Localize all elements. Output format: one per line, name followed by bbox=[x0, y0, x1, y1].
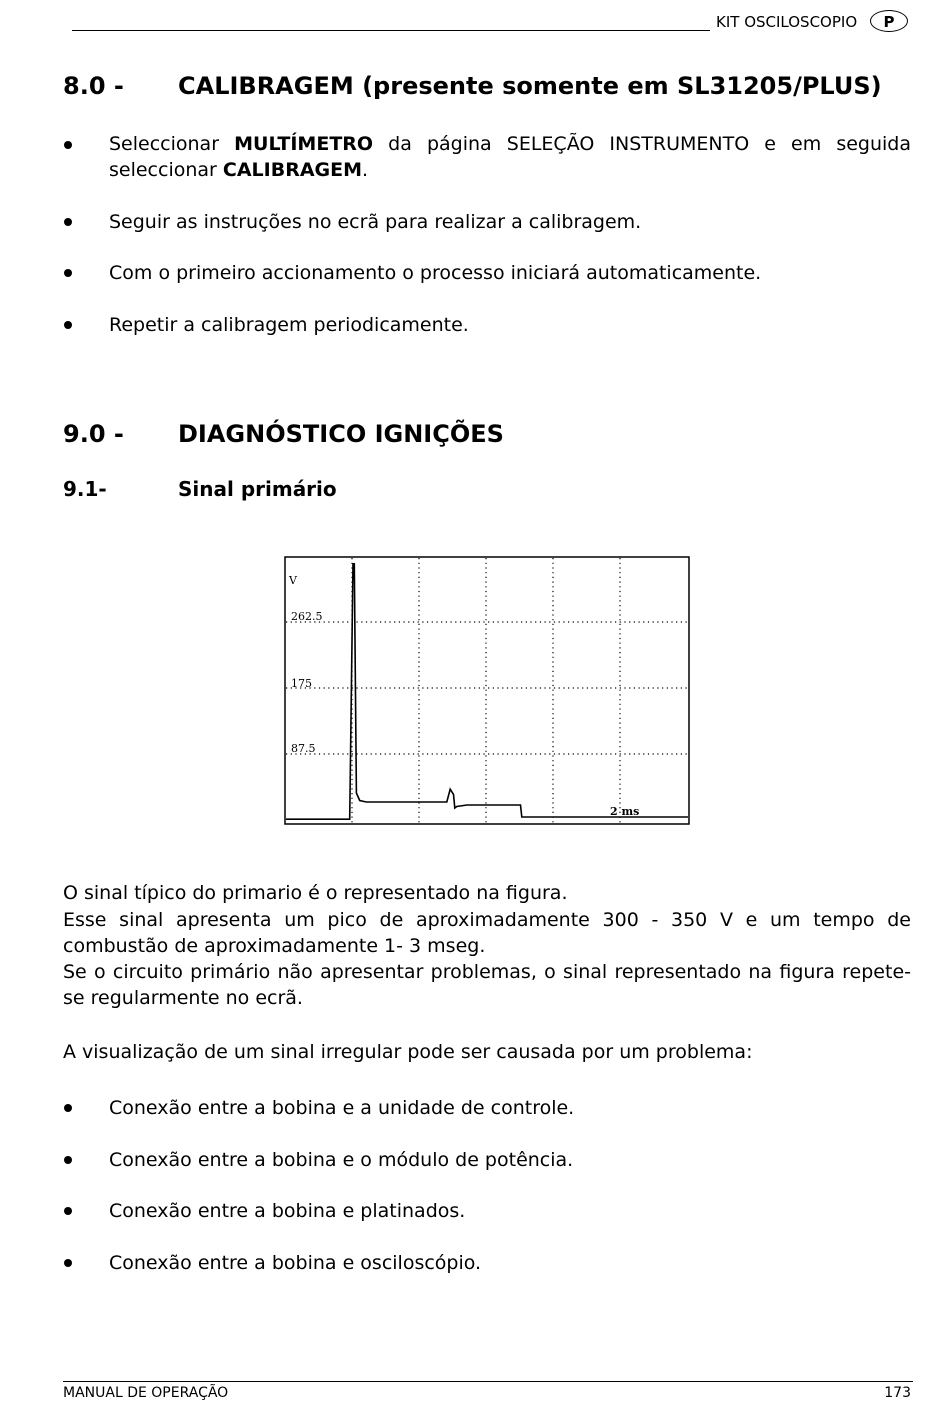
y-tick-label: 262.5 bbox=[291, 610, 323, 623]
paragraph: O sinal típico do primario é o representado na figura. bbox=[63, 882, 568, 904]
bullet-text: Repetir a calibragem periodicamente. bbox=[109, 314, 469, 336]
bullet-text: Seguir as instruções no ecrã para realizar a calibragem. bbox=[109, 211, 642, 233]
bullet-dot bbox=[64, 218, 72, 226]
footer-manual-title: MANUAL DE OPERAÇÃO bbox=[63, 1385, 229, 1401]
y-tick-label: 175 bbox=[291, 677, 312, 690]
time-div-label: 2 ms bbox=[610, 805, 640, 818]
chart-frame bbox=[285, 557, 689, 824]
paragraph: Se o circuito primário não apresentar problemas, o sinal representado na figura repete- bbox=[63, 961, 911, 983]
y-unit-label: V bbox=[289, 574, 297, 587]
bullet-dot bbox=[64, 1104, 72, 1112]
bullet-text-continued: seleccionar CALIBRAGEM. bbox=[109, 159, 369, 181]
bullet-dot bbox=[64, 1156, 72, 1164]
bullet-dot bbox=[64, 1207, 72, 1215]
y-tick-label: 87.5 bbox=[291, 742, 316, 755]
bullet-text: Com o primeiro accionamento o processo iniciará automaticamente. bbox=[109, 262, 762, 284]
bullet-text: Conexão entre a bobina e platinados. bbox=[109, 1200, 466, 1222]
paragraph: A visualização de um sinal irregular pode ser causada por um problema: bbox=[63, 1041, 753, 1063]
subsection-title: Sinal primário bbox=[178, 477, 337, 501]
bullet-text: Seleccionar MULTÍMETRO da página SELEÇÃO INSTRUMENTO e em seguida bbox=[109, 133, 911, 155]
header-title: KIT OSCILOSCOPIO bbox=[716, 13, 858, 31]
subsection-number: 9.1- bbox=[63, 477, 107, 501]
section-9-title: DIAGNÓSTICO IGNIÇÕES bbox=[178, 420, 504, 448]
paragraph-continued: combustão de aproximadamente 1- 3 mseg. bbox=[63, 935, 486, 957]
section-8-number: 8.0 - bbox=[63, 72, 124, 100]
bullet-dot bbox=[64, 141, 72, 149]
language-badge: P bbox=[870, 10, 908, 32]
paragraph-continued: se regularmente no ecrã. bbox=[63, 987, 303, 1009]
section-8-title: CALIBRAGEM (presente somente em SL31205/PLUS) bbox=[178, 72, 882, 100]
paragraph: Esse sinal apresenta um pico de aproximadamente 300 - 350 V e um tempo de bbox=[63, 909, 911, 931]
footer-rule bbox=[63, 1381, 913, 1382]
bullet-text: Conexão entre a bobina e o módulo de potência. bbox=[109, 1149, 574, 1171]
bullet-text: Conexão entre a bobina e osciloscópio. bbox=[109, 1252, 482, 1274]
header-rule bbox=[72, 30, 710, 31]
bullet-dot bbox=[64, 269, 72, 277]
section-9-number: 9.0 - bbox=[63, 420, 124, 448]
bullet-dot bbox=[64, 321, 72, 329]
primary-signal-chart bbox=[284, 556, 690, 826]
bullet-text: Conexão entre a bobina e a unidade de controle. bbox=[109, 1097, 575, 1119]
page-number: 173 bbox=[884, 1385, 911, 1401]
bullet-dot bbox=[64, 1259, 72, 1267]
